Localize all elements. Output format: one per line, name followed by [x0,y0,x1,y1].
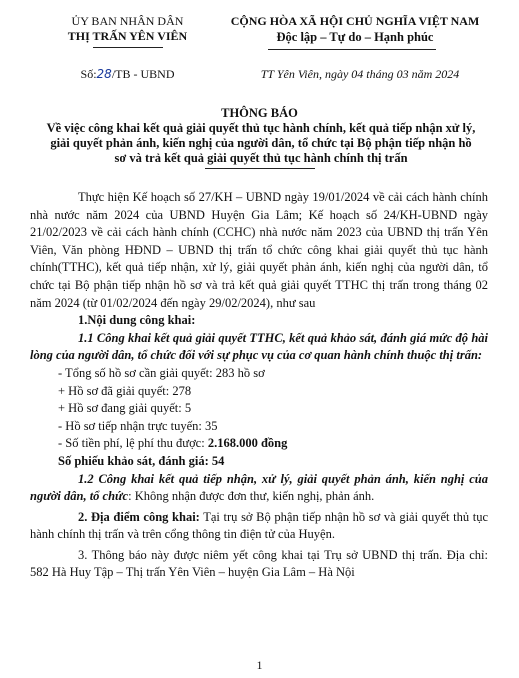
document-number [40,67,215,82]
list-item-pending: + Hồ sơ đang giải quyết: 5 [58,401,192,416]
list-item-resolved: + Hồ sơ đã giải quyết: 278 [58,383,192,398]
document-subtitle: Về việc công khai kết quả giải quyết thủ tục hành chính, kết quả tiếp nhận xử lý, giải quyết phản ánh, kiến nghị của người dân, tổ chức tại Bộ phận tiếp nhận hồ sơ và trả kết quả giải quyết thủ tục hành chính thị trấn [46,121,476,165]
authority-underline [93,47,163,48]
fee-label: - Số tiền phí, lệ phí thu được: [58,436,208,451]
section-3: 3. Thông báo này được niêm yết công khai tại Trụ sở UBND thị trấn. Địa chỉ: 582 Hà Huy Tập – Thị trấn Yên Viên – huyện Gia Lâm – Hà Nội [30,547,488,580]
section-2-heading: 2. Địa điểm công khai: [78,509,200,524]
authority-line-2: THỊ TRẤN YÊN VIÊN [67,29,188,43]
survey-count: Số phiếu khảo sát, đánh giá: 54 [58,453,225,468]
handwritten-number: 28 [96,67,112,81]
doc-number-suffix: /TB - UBND [111,67,175,81]
section-1-2 [30,471,488,506]
nation-name: CỘNG HÒA XÃ HỘI CHỦ NGHĨA VIỆT NAM [230,14,480,28]
motto-underline [268,49,436,50]
list-item-total: - Tổng số hồ sơ cần giải quyết: 283 hồ sơ [58,365,265,380]
document-title: THÔNG BÁO [221,106,298,120]
section-1-1-heading: 1.1 Công khai kết quả giải quyết TTHC, kết quả khảo sát, đánh giá mức độ hài lòng của người dân, tổ chức đối với sự phục vụ của cơ quan hành chính thuộc thị trấn: [30,330,488,363]
national-motto [210,14,500,45]
motto: Độc lập – Tự do – Hạnh phúc [276,30,434,44]
section-2 [30,509,488,544]
subtitle-underline [205,168,315,169]
list-item-online: - Hồ sơ tiếp nhận trực tuyến: 35 [58,418,218,433]
page-number: 1 [256,658,263,672]
fee-value: 2.168.000 đồng [207,436,288,451]
section-1-2-text: : Không nhận được đơn thư, kiến nghị, phản ánh. [128,489,375,504]
issuing-authority [40,14,215,44]
document-body [30,189,488,582]
place-and-date: TT Yên Viên, ngày 04 tháng 03 năm 2024 [260,67,460,81]
section-1-heading: 1.Nội dung công khai: [78,313,196,328]
section-2-text: Tại trụ sở Bộ phận tiếp nhận hồ sơ và giải quyết thủ tục hành chính thị trấn và trên cổng thông tin điện tử của Huyện. [30,509,488,542]
list-item-fees [30,435,488,453]
intro-paragraph: Thực hiện Kế hoạch số 27/KH – UBND ngày 19/01/2024 về cải cách hành chính nhà nước năm 2024 của UBND Huyện Gia Lâm; Kế hoạch số 24/KH-UBND ngày 21/02/2023 về cải cách hành chính (CCHC) nhà nước năm 2023 của UBND thị trấn Yên Viên, Văn phòng HĐND – UBND thị trấn tổ chức công khai giải quyết thủ tục hành chính(TTHC), kết quả tiếp nhận, xử lý, giải quyết phản ánh, kiến nghị của người dân, tổ chức tại Bộ phận tiếp nhận hồ sơ và trả kết quả giải quyết TTHC thị trấn trong tháng 02 năm 2024 (từ 01/02/2024 đến ngày 29/02/2024), như sau [30,190,488,310]
authority-line-1: ỦY BAN NHÂN DÂN [71,14,184,28]
section-1-2-heading: 1.2 Công khai kết quả tiếp nhận, xử lý, giải quyết phản ánh, kiến nghị của người dân, tổ chức [30,471,488,504]
doc-number-prefix: Số: [80,67,97,81]
